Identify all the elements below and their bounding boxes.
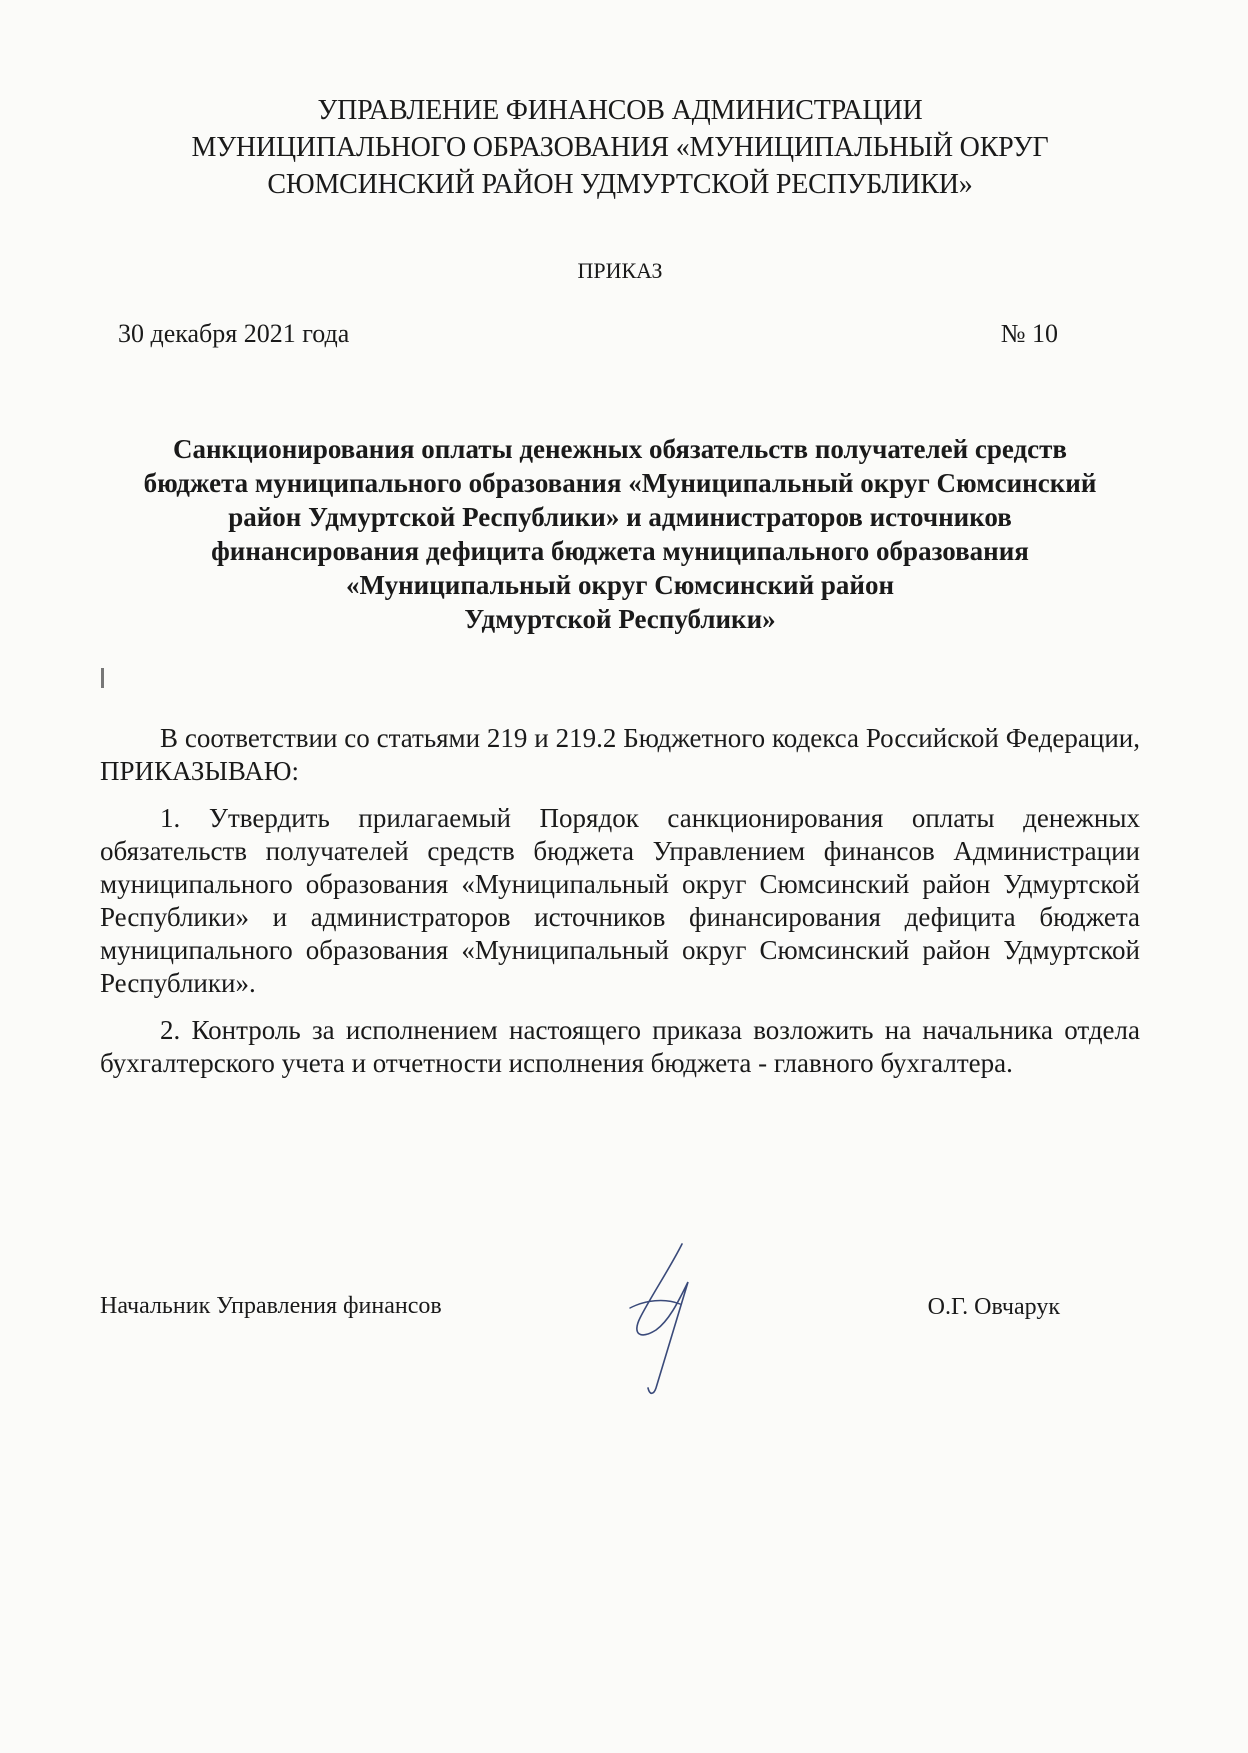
title-line: район Удмуртской Республики» и администраторов источников (228, 502, 1012, 532)
title-line: бюджета муниципального образования «Муниципальный округ Сюмсинский (143, 468, 1097, 498)
margin-mark (101, 668, 104, 688)
header-line: УПРАВЛЕНИЕ ФИНАНСОВ АДМИНИСТРАЦИИ (317, 95, 923, 126)
paragraph-preamble: В соответствии со статьями 219 и 219.2 Бюджетного кодекса Российской Федерации, ПРИКАЗЫВАЮ: (100, 723, 1140, 786)
document-body (100, 722, 1140, 1094)
document-date: 30 декабря 2021 года (118, 319, 350, 348)
document-number: № 10 (1000, 319, 1058, 348)
paragraph-item-2: 2. Контроль за исполнением настоящего приказа возложить на начальника отдела бухгалтерского учета и отчетности исполнения бюджета - главного бухгалтера. (100, 1015, 1140, 1078)
document-title (100, 432, 1140, 636)
title-line: Санкционирования оплаты денежных обязательств получателей средств (173, 434, 1067, 464)
signatory-position: Начальник Управления финансов (100, 1293, 442, 1319)
signatory-name: О.Г. Овчарук (927, 1294, 1060, 1320)
title-line: финансирования дефицита бюджета муниципального образования (211, 536, 1029, 566)
title-line: Удмуртской Республики» (464, 604, 776, 634)
organization-header (100, 92, 1140, 203)
paragraph-item-1: 1. Утвердить прилагаемый Порядок санкционирования оплаты денежных обязательств получателей средств бюджета Управлением финансов Администрации муниципального образования «Муниципальный округ Сюмсинский район Удмуртской Республики» и администраторов источников финансирования дефицита бюджета муниципального образования «Муниципальный округ Сюмсинский район Удмуртской Республики». (100, 803, 1140, 998)
handwritten-signature (610, 1238, 720, 1398)
title-line: «Муниципальный округ Сюмсинский район (345, 570, 895, 600)
header-line: МУНИЦИПАЛЬНОГО ОБРАЗОВАНИЯ «МУНИЦИПАЛЬНЫЙ ОКРУГ (191, 132, 1049, 163)
document-type: ПРИКАЗ (577, 258, 663, 283)
bleed-through-text (100, 660, 1140, 720)
header-line: СЮМСИНСКИЙ РАЙОН УДМУРТСКОЙ РЕСПУБЛИКИ» (267, 169, 973, 200)
